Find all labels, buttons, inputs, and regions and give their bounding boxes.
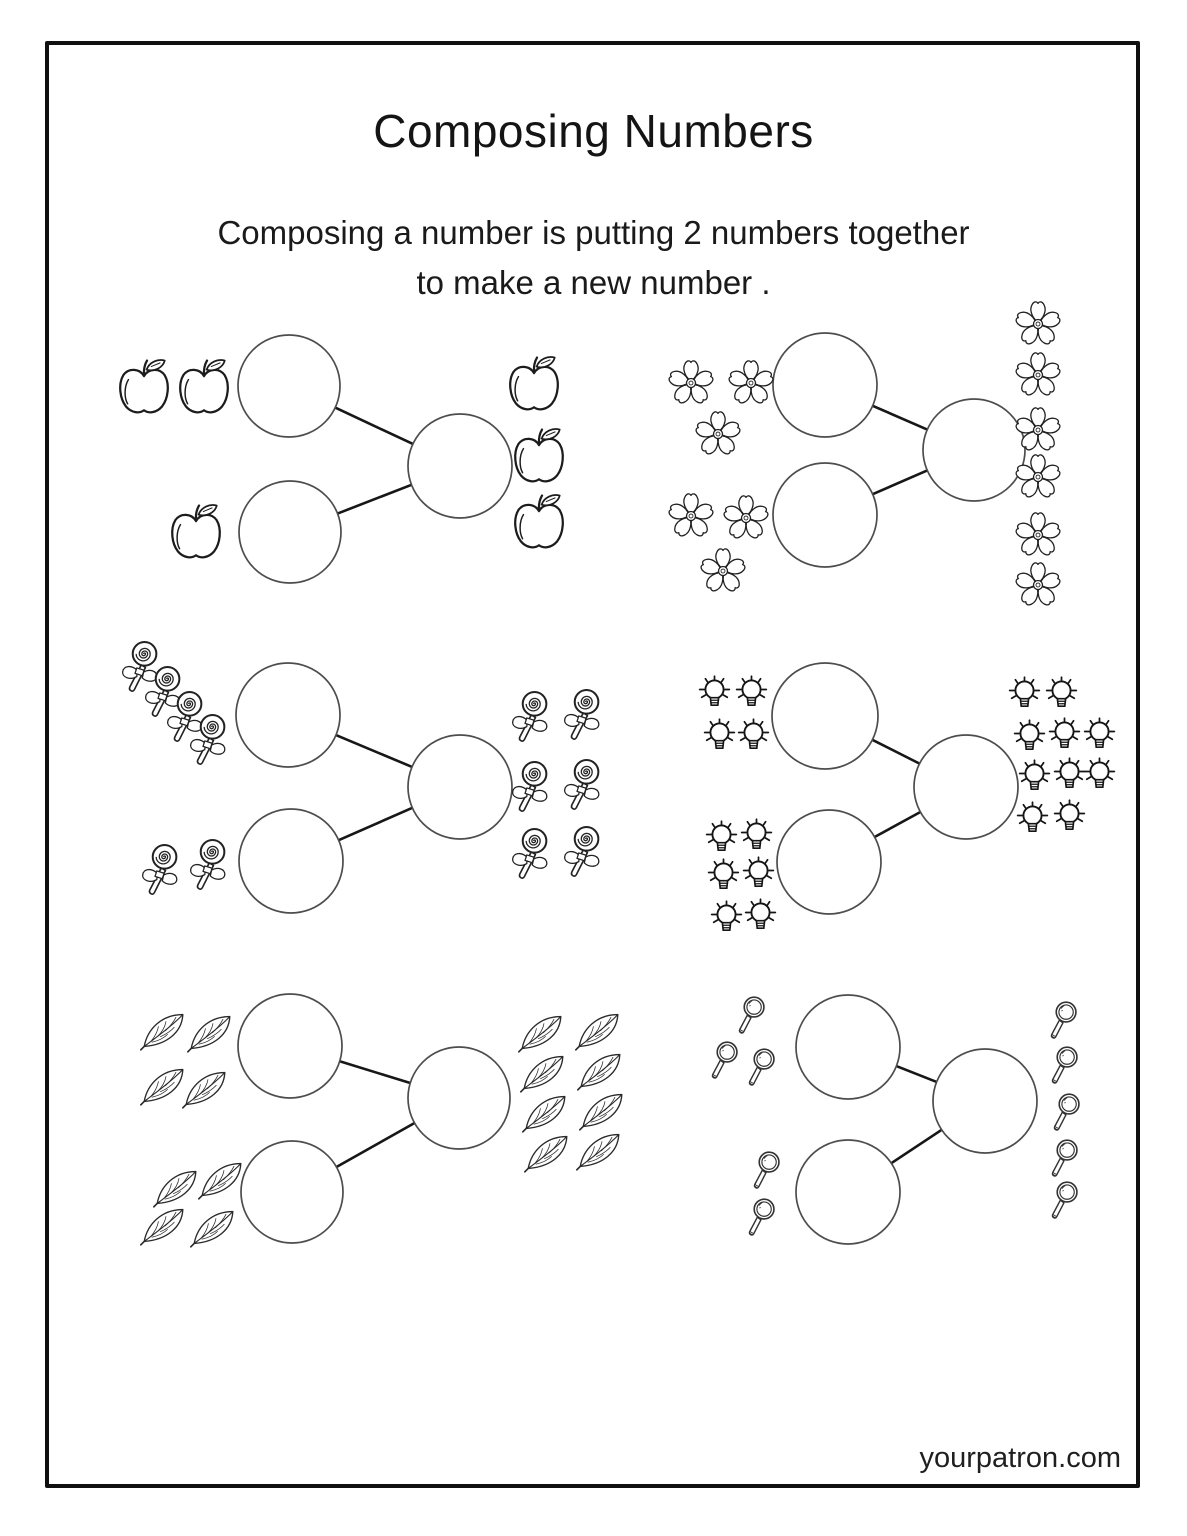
bond-circle-sum-magnifying-glasses[interactable]	[933, 1049, 1037, 1153]
bond-connector-line	[873, 470, 928, 494]
flower-icon	[1015, 513, 1061, 557]
bond-circle-sum-flowers[interactable]	[923, 399, 1025, 501]
bond-connector-line	[875, 812, 921, 837]
magnifier-icon	[1052, 1047, 1076, 1083]
leaf-icon	[183, 1073, 225, 1108]
light-bulbs-number-bond	[700, 663, 1115, 930]
magnifier-icon	[754, 1152, 778, 1188]
magnifier-icon	[1054, 1094, 1078, 1130]
leaf-icon	[519, 1017, 561, 1052]
flower-icon	[1015, 353, 1061, 397]
leaf-icon	[154, 1172, 196, 1207]
bulb-icon	[1085, 758, 1115, 787]
magnifier-icon	[1052, 1140, 1076, 1176]
flower-icon	[728, 361, 774, 405]
bulb-icon	[1020, 760, 1050, 789]
lollipop-icon	[123, 642, 157, 691]
apples-number-bond	[120, 335, 563, 583]
flower-icon	[668, 494, 714, 538]
lollipop-icon	[191, 840, 225, 889]
bond-circle-top-magnifying-glasses[interactable]	[796, 995, 900, 1099]
instructions-line-2: to make a new number .	[416, 264, 771, 301]
bulb-icon	[1047, 677, 1077, 706]
bulb-icon	[1015, 720, 1045, 749]
lollipop-icon	[513, 692, 547, 741]
leaf-icon	[521, 1057, 563, 1092]
bond-connector-line	[339, 808, 413, 840]
bond-circle-top-apples[interactable]	[238, 335, 340, 437]
magnifier-icon	[712, 1042, 736, 1078]
bulb-icon	[746, 899, 776, 928]
apple-icon	[180, 360, 228, 412]
bulb-icon	[1010, 677, 1040, 706]
bond-circle-top-lollipops[interactable]	[236, 663, 340, 767]
flower-icon	[1015, 563, 1061, 607]
magnifier-icon	[749, 1199, 773, 1235]
bulb-icon	[739, 719, 769, 748]
bond-connector-line	[338, 485, 412, 514]
leaf-icon	[578, 1055, 620, 1090]
worksheet-title: Composing Numbers	[373, 105, 814, 157]
bond-circle-bottom-leaves[interactable]	[241, 1141, 343, 1243]
website-credit: yourpatron.com	[919, 1442, 1121, 1474]
bulb-icon	[1085, 718, 1115, 747]
bond-connector-line	[340, 1061, 411, 1083]
instructions-line-1: Composing a number is putting 2 numbers together	[217, 214, 970, 251]
lollipop-icon	[513, 762, 547, 811]
bond-connector-line	[873, 406, 928, 430]
bond-connector-line	[336, 1123, 414, 1167]
leaf-icon	[525, 1137, 567, 1172]
bond-circle-bottom-magnifying-glasses[interactable]	[796, 1140, 900, 1244]
flowers-number-bond	[668, 302, 1061, 607]
bond-circle-bottom-lollipops[interactable]	[239, 809, 343, 913]
bond-connector-line	[336, 735, 412, 767]
bulb-icon	[707, 821, 737, 850]
leaf-icon	[141, 1070, 183, 1105]
flower-icon	[700, 549, 746, 593]
bulb-icon	[1055, 800, 1085, 829]
bulb-icon	[744, 857, 774, 886]
leaf-icon	[576, 1015, 618, 1050]
magnifying-glasses-number-bond	[712, 995, 1078, 1244]
bulb-icon	[709, 859, 739, 888]
bond-connector-line	[335, 408, 413, 444]
lollipops-number-bond	[123, 642, 599, 913]
bond-circle-sum-lollipops[interactable]	[408, 735, 512, 839]
leaf-icon	[141, 1210, 183, 1245]
leaf-icon	[188, 1017, 230, 1052]
flower-icon	[668, 361, 714, 405]
bulb-icon	[1055, 758, 1085, 787]
lollipop-icon	[565, 690, 599, 739]
flower-icon	[695, 412, 741, 456]
bond-circle-sum-light-bulbs[interactable]	[914, 735, 1018, 839]
flower-icon	[723, 496, 769, 540]
apple-icon	[120, 360, 168, 412]
leaf-icon	[577, 1135, 619, 1170]
bond-circle-bottom-light-bulbs[interactable]	[777, 810, 881, 914]
lollipop-icon	[143, 845, 177, 894]
magnifier-icon	[749, 1049, 773, 1085]
leaf-icon	[523, 1097, 565, 1132]
bond-circle-top-leaves[interactable]	[238, 994, 342, 1098]
bond-circle-sum-apples[interactable]	[408, 414, 512, 518]
bulb-icon	[700, 676, 730, 705]
bond-circle-top-flowers[interactable]	[773, 333, 877, 437]
leaves-number-bond	[141, 994, 622, 1247]
bond-connector-line	[896, 1066, 936, 1082]
bulb-icon	[1018, 802, 1048, 831]
bulb-icon	[742, 819, 772, 848]
apple-icon	[515, 429, 563, 481]
bond-connector-line	[872, 740, 919, 764]
lollipop-icon	[565, 760, 599, 809]
bond-circle-bottom-apples[interactable]	[239, 481, 341, 583]
bond-circle-top-light-bulbs[interactable]	[772, 663, 878, 769]
apple-icon	[510, 357, 558, 409]
bulb-icon	[705, 719, 735, 748]
flower-icon	[1015, 408, 1061, 452]
bond-connector-line	[891, 1130, 941, 1163]
leaf-icon	[580, 1095, 622, 1130]
lollipop-icon	[565, 827, 599, 876]
bulb-icon	[1050, 718, 1080, 747]
flower-icon	[1015, 302, 1061, 346]
apple-icon	[172, 505, 220, 557]
leaf-icon	[199, 1164, 241, 1199]
magnifier-icon	[1052, 1182, 1076, 1218]
magnifier-icon	[1051, 1002, 1075, 1038]
bulb-icon	[712, 901, 742, 930]
leaf-icon	[191, 1212, 233, 1247]
bond-circle-sum-leaves[interactable]	[408, 1047, 510, 1149]
lollipop-icon	[513, 829, 547, 878]
leaf-icon	[141, 1015, 183, 1050]
bond-circle-bottom-flowers[interactable]	[773, 463, 877, 567]
magnifier-icon	[739, 997, 763, 1033]
apple-icon	[515, 495, 563, 547]
bulb-icon	[737, 676, 767, 705]
